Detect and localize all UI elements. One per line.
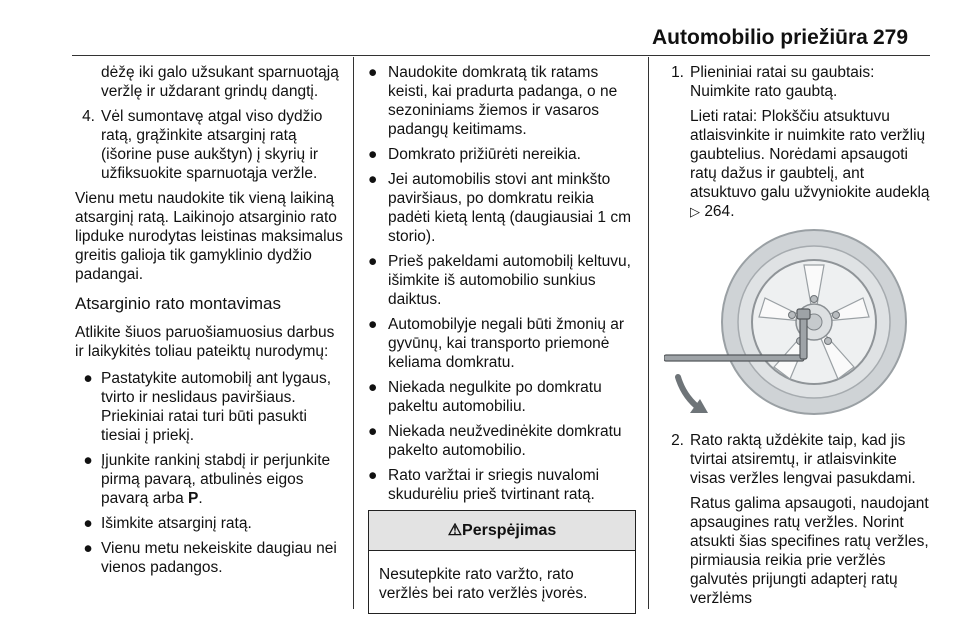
step-number: 4. xyxy=(82,108,95,125)
bullet-icon: ● xyxy=(83,370,93,387)
list-item-text: Rato varžtai ir sriegis nuvalomi skudurėliu prieš tvirtinant ratą. xyxy=(388,467,600,503)
step-text: Plieniniai ratai su gaubtais: Nuimkite rato gaubtą. xyxy=(690,64,875,100)
list-item xyxy=(75,539,345,577)
step-paragraph: Ratus galima apsaugoti, naudojant apsaugines ratų veržles. Norint atsukti šias specifines ratų veržles, pirmiausia reikia prie veržlės galvutės prijungti adapterį ratų veržlėms xyxy=(690,495,929,607)
step-1 xyxy=(664,63,930,101)
list-item-text: Automobilyje negali būti žmonių ar gyvūnų, kai transporto priemonė keliama domkratu. xyxy=(388,316,625,371)
bullet-icon: ● xyxy=(368,379,378,396)
bullet-icon: ● xyxy=(83,540,93,557)
page-number: 279 xyxy=(873,26,909,49)
bullet-icon: ● xyxy=(83,515,93,532)
bullet-icon: ● xyxy=(368,171,378,188)
step-text: Rato raktą uždėkite taip, kad jis tvirtai atsiremtų, ir atlaisvinkite visas veržles lengvai pasukdami. xyxy=(690,432,916,487)
step-4 xyxy=(75,107,345,183)
warning-text: Nesutepkite rato varžto, rato veržlės bei rato veržlės įvorės. xyxy=(379,566,588,602)
bullet-icon: ● xyxy=(83,452,93,469)
list-item xyxy=(75,451,345,508)
step-number: 1. xyxy=(671,64,684,81)
bullet-icon: ● xyxy=(368,146,378,163)
step-number: 2. xyxy=(671,432,684,449)
list-item xyxy=(368,145,636,164)
wheel-illustration xyxy=(664,227,926,417)
step-paragraph xyxy=(664,107,930,221)
header-rule xyxy=(72,55,930,56)
gear-letter: P xyxy=(188,490,199,507)
page-header-title: Automobilio priežiūra xyxy=(652,26,868,49)
column-1 xyxy=(75,63,345,583)
column-2 xyxy=(368,63,636,614)
paragraph: Vienu metu naudokite tik vieną laikiną atsarginį ratą. Laikinojo atsarginio rato lipduke nurodytas leistinas maksimalus greitis galioja tik gamykliniо dydžio padangai. xyxy=(75,190,343,283)
step-paragraph-text: Lieti ratai: Plokščiu atsuktuvu atlaisvinkite ir nuimkite rato veržlių gaubtelius. Norėdami apsaugoti ratų dažus ir gaubtelį, ant atsuktuvo galu užvyniokite audeklą xyxy=(690,108,930,201)
list-item-text: Vienu metu nekeiskite daugiau nei vienos padangos. xyxy=(101,540,337,576)
warning-header xyxy=(369,511,635,551)
page-reference-icon: ▷ xyxy=(690,204,700,219)
column-divider-1 xyxy=(353,57,354,609)
bullet-icon: ● xyxy=(368,253,378,270)
column-3 xyxy=(664,63,930,614)
column-divider-2 xyxy=(648,57,649,609)
bullet-icon: ● xyxy=(368,423,378,440)
wheel-wrench-drawing xyxy=(664,227,926,417)
list-item xyxy=(368,378,636,416)
list-item xyxy=(368,170,636,246)
warning-title: Perspėjimas xyxy=(462,522,557,539)
list-item xyxy=(368,252,636,309)
page-reference[interactable]: 264 xyxy=(704,203,731,220)
list-item-text: Prieš pakeldami automobilį keltuvu, išimkite iš automobilio sunkius daiktus. xyxy=(388,253,631,308)
step-2 xyxy=(664,431,930,488)
list-item-text-part: . xyxy=(198,490,203,507)
step-text: Vėl sumontavę atgal viso dydžio ratą, grąžinkite atsarginį ratą (išorine puse aukštyn) į skyrių ir užfiksuokite sparnuotąja veržle. xyxy=(101,108,323,182)
section-heading: Atsarginio rato montavimas xyxy=(75,294,281,313)
bullet-icon: ● xyxy=(368,316,378,333)
list-item xyxy=(368,63,636,139)
list-item-text: Pastatykite automobilį ant lygaus, tvirto ir neslidaus paviršiaus. Priekiniai ratai turi būti pasukti tiesiai į priekį. xyxy=(101,370,332,444)
list-item xyxy=(75,369,345,445)
bullet-icon: ● xyxy=(368,467,378,484)
warning-box xyxy=(368,510,636,614)
list-item-text: Jei automobilis stovi ant minkšto paviršiaus, po domkratu reikia padėti kietą lentą (daugiausiai 1 cm storio). xyxy=(388,171,631,245)
paragraph: Atlikite šiuos paruošiamuosius darbus ir laikykitės toliau pateiktų nurodymų: xyxy=(75,324,335,360)
list-item-text xyxy=(101,451,345,508)
list-item-text: Niekada negulkite po domkratu pakeltu automobiliu. xyxy=(388,379,602,415)
list-item-text: Domkrato prižiūrėti nereikia. xyxy=(388,146,581,163)
list-item xyxy=(368,422,636,460)
continued-text: dėžę iki galo užsukant sparnuotąją veržlę ir uždarant grindų dangtį. xyxy=(101,64,339,100)
list-item-text-part: Įjunkite rankinį stabdį ir perjunkite pirmą pavarą, atbulinės eigos pavarą arba xyxy=(101,452,331,507)
list-item-text: Naudokite domkratą tik ratams keisti, kai pradurta padanga, o ne sezoniniams žiemos ir vasaros padangų keitimams. xyxy=(388,64,618,138)
list-item xyxy=(368,466,636,504)
warning-icon: ⚠ xyxy=(447,522,463,539)
step-paragraph-text: . xyxy=(730,203,735,220)
list-item xyxy=(368,315,636,372)
bullet-icon: ● xyxy=(368,64,378,81)
list-item xyxy=(75,514,345,533)
list-item-text: Išimkite atsarginį ratą. xyxy=(101,515,252,532)
list-item-text: Niekada neužvedinėkite domkratu pakelto automobilio. xyxy=(388,423,622,459)
